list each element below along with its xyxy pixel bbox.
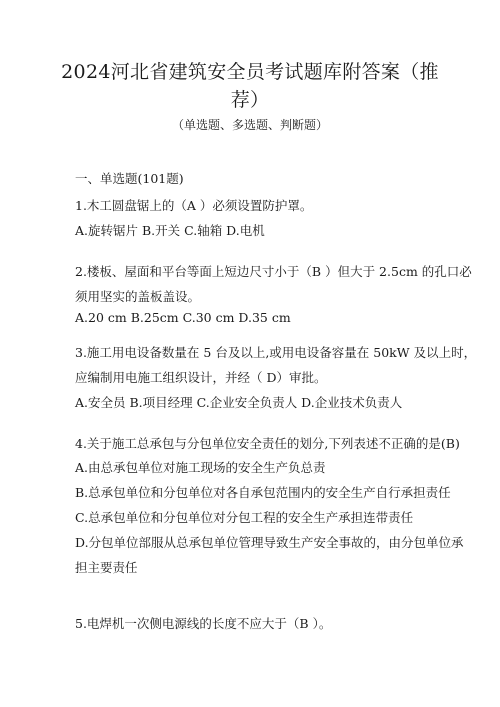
document-title bbox=[50, 58, 450, 114]
question-5-stem-line-1: 5.电焊机一次侧电源线的长度不应大于（B ）。 bbox=[75, 616, 332, 631]
question-4-stem-line-1: 4.关于施工总承包与分包单位安全责任的划分,下列表述不正确的是(B) bbox=[75, 436, 460, 451]
question-2-options: A.20 cm B.25cm C.30 cm D.35 cm bbox=[75, 310, 291, 325]
title-line-2: 荐） bbox=[230, 89, 270, 111]
question-2-stem-line-1: 2.楼板、屋面和平台等面上短边尺寸小于（B ）但大于 2.5cm 的孔口必 bbox=[75, 264, 472, 279]
question-3-stem-line-2: 应编制用电施工组织设计，并经（ D）审批。 bbox=[75, 370, 327, 385]
question-4-option-c: C.总承包单位和分包单位对分包工程的安全生产承担连带责任 bbox=[75, 510, 414, 525]
question-3-stem-line-1: 3.施工用电设备数量在 5 台及以上,或用电设备容量在 50kW 及以上时， bbox=[75, 345, 477, 360]
section-heading: 一、单选题(101题) bbox=[75, 171, 184, 186]
question-1-stem-line-1: 1.木工圆盘锯上的（A ）必须设置防护罩。 bbox=[75, 198, 313, 213]
question-4-option-b: B.总承包单位和分包单位对各自承包范围内的安全生产自行承担责任 bbox=[75, 485, 451, 500]
question-1-options: A.旋转锯片 B.开关 C.轴箱 D.电机 bbox=[75, 223, 265, 238]
document-subtitle: （单选题、多选题、判断题） bbox=[171, 118, 328, 132]
title-line-1: 2024河北省建筑安全员考试题库附答案（推 bbox=[61, 61, 439, 83]
question-4-option-a: A.由总承包单位对施工现场的安全生产负总责 bbox=[75, 460, 326, 475]
question-4-option-d-line-1: D.分包单位部服从总承包单位管理导致生产安全事故的，由分包单位承 bbox=[75, 535, 464, 550]
question-3-options: A.安全员 B.项目经理 C.企业安全负责人 D.企业技术负责人 bbox=[75, 395, 403, 410]
question-4-option-d-line-2: 担主要责任 bbox=[75, 560, 138, 575]
question-2-stem-line-2: 须用坚实的盖板盖设。 bbox=[75, 289, 201, 304]
